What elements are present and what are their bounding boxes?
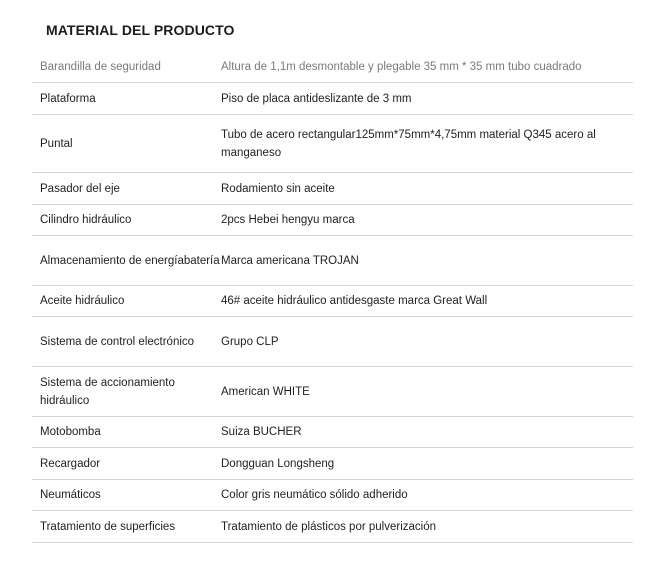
row-label: Sistema de accionamiento hidráulico — [40, 376, 175, 407]
row-label: Puntal — [40, 137, 73, 150]
row-value: Suiza BUCHER — [221, 426, 302, 438]
row-label: Pasador del eje — [40, 182, 120, 195]
row-value: Dongguan Longsheng — [221, 457, 335, 470]
row-label: Barandilla de seguridad — [40, 60, 161, 73]
table-row — [32, 448, 633, 480]
table-row — [32, 286, 633, 317]
table-row — [32, 115, 633, 173]
row-value: American WHITE — [221, 385, 310, 398]
row-value: Tratamiento de plásticos por pulverización — [221, 520, 436, 533]
row-label: Plataforma — [40, 92, 96, 105]
row-label: Cilindro hidráulico — [40, 214, 132, 226]
table-row — [32, 511, 633, 543]
row-label: Tratamiento de superficies — [40, 520, 176, 533]
row-label: Motobomba — [40, 426, 101, 438]
row-value: Color gris neumático sólido adherido — [221, 489, 408, 501]
row-label: Aceite hidráulico — [40, 295, 125, 307]
row-value: 46# aceite hidráulico antidesgaste marca Great Wall — [221, 295, 488, 307]
row-value: Grupo CLP — [221, 335, 279, 348]
row-value: Piso de placa antideslizante de 3 mm — [221, 92, 412, 105]
table-row — [32, 51, 633, 83]
row-value: Rodamiento sin aceite — [221, 182, 335, 195]
row-value: 2pcs Hebei hengyu marca — [221, 214, 355, 226]
table-row — [32, 417, 633, 448]
table-row — [32, 367, 633, 417]
table-row — [32, 83, 633, 115]
section-title: MATERIAL DEL PRODUCTO — [46, 22, 235, 38]
table-row — [32, 205, 633, 236]
row-value: Altura de 1,1m desmontable y plegable 35 mm * 35 mm tubo cuadrado — [221, 60, 582, 73]
table-row — [32, 317, 633, 367]
table-row — [32, 173, 633, 205]
row-value: Marca americana TROJAN — [221, 254, 359, 267]
product-material-table — [32, 51, 633, 543]
row-label: Recargador — [40, 457, 101, 470]
table-row — [32, 236, 633, 286]
table-row — [32, 480, 633, 511]
row-value: Tubo de acero rectangular125mm*75mm*4,75mm material Q345 acero al manganeso — [221, 128, 596, 159]
row-label: Neumáticos — [40, 489, 101, 501]
row-label: Almacenamiento de energíabatería — [40, 254, 220, 267]
row-label: Sistema de control electrónico — [40, 335, 195, 348]
